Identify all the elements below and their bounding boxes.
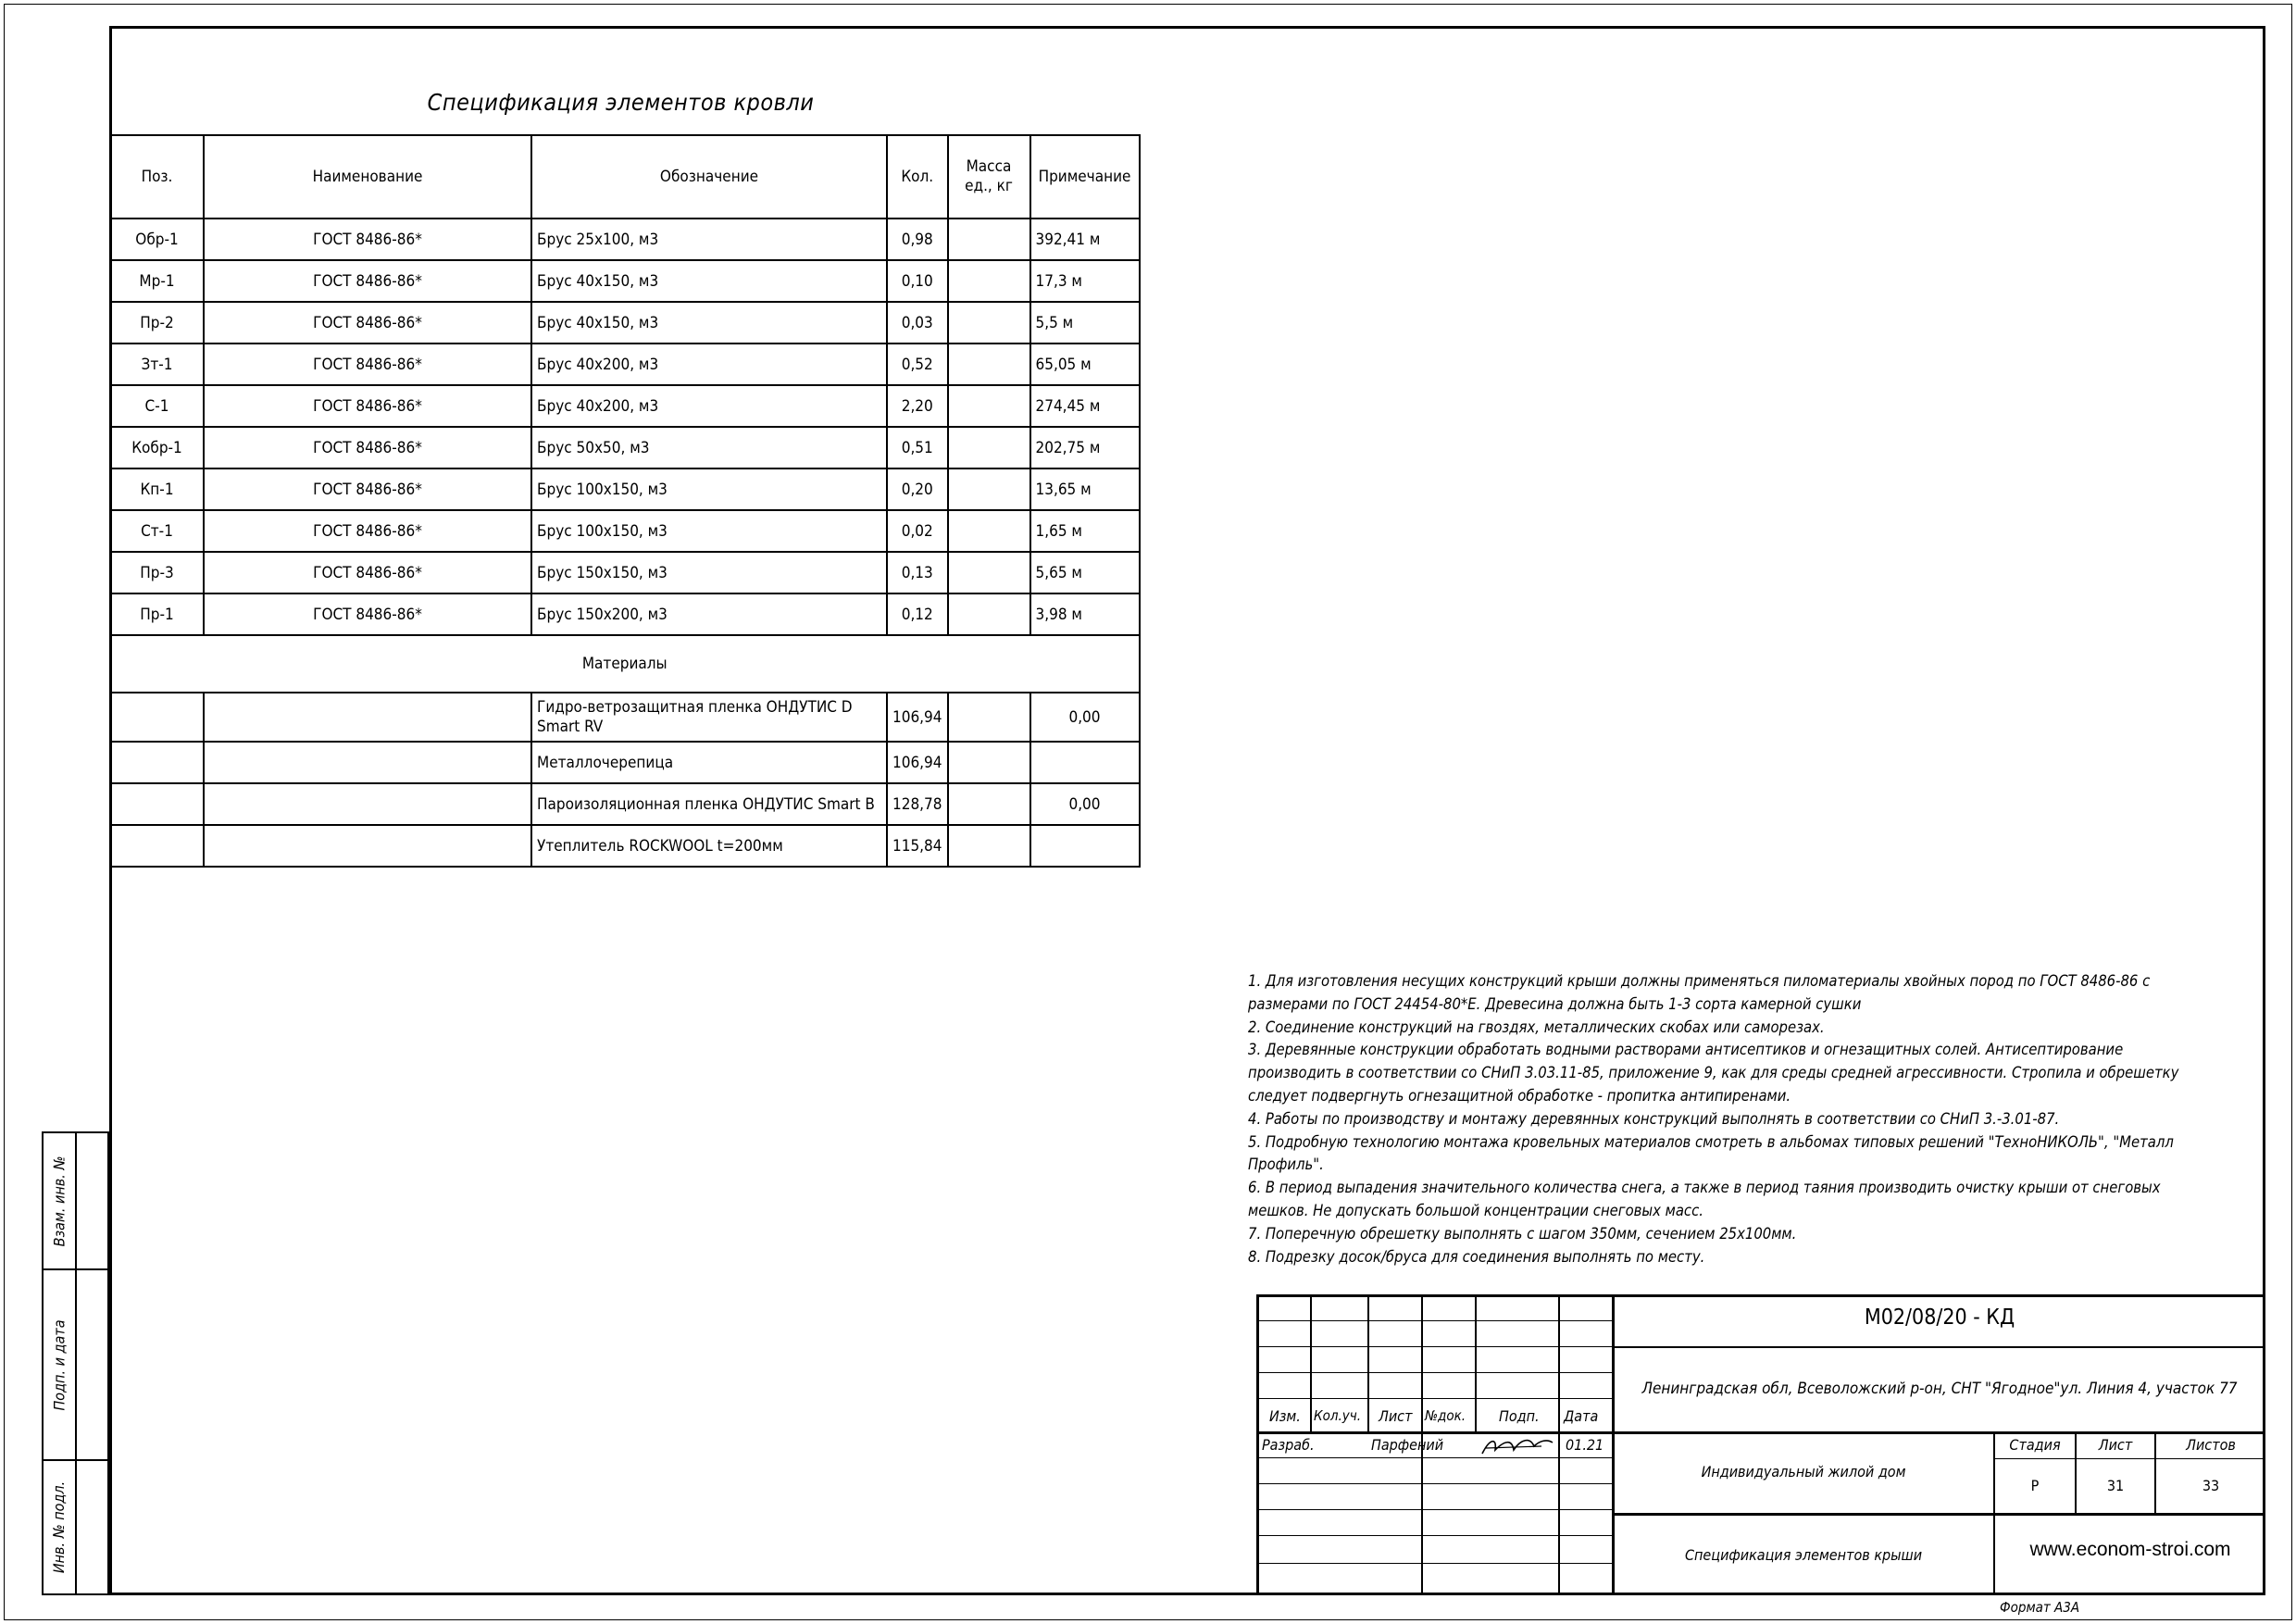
cell-qty: 106,94 (887, 742, 948, 783)
cell-note: 1,65 м (1030, 510, 1140, 552)
side-label-podp (44, 1268, 75, 1461)
table-row (110, 593, 1140, 635)
material-row (110, 693, 1140, 742)
cell-pos: Пр-1 (110, 593, 204, 635)
project-address: Ленинградская обл, Всеволожский р-он, СНТ "Ягодное"ул. Линия 4, участок 77 (1641, 1380, 2238, 1398)
general-notes (1248, 970, 2229, 1268)
website: www.econom-stroi.com (2029, 1539, 2231, 1560)
cell-designation: Брус 25х100, м3 (531, 219, 887, 260)
cell-designation: Брус 150х200, м3 (531, 593, 887, 635)
cell-note: 202,75 м (1030, 427, 1140, 468)
cell-note: 392,41 м (1030, 219, 1140, 260)
table-row (110, 219, 1140, 260)
tb-hline (1256, 1535, 1614, 1536)
cell-pos: Ст-1 (110, 510, 204, 552)
tb-vline (1993, 1431, 1995, 1595)
cell-qty: 0,10 (887, 260, 948, 302)
cell-name (204, 825, 531, 867)
header-name: Наименование (204, 135, 531, 219)
sheet-value: 31 (2106, 1477, 2125, 1494)
cell-designation: Брус 40х200, м3 (531, 344, 887, 385)
material-row (110, 742, 1140, 783)
cell-pos: Мр-1 (110, 260, 204, 302)
table-row (110, 510, 1140, 552)
cell-designation: Брус 50х50, м3 (531, 427, 887, 468)
stage-value: Р (2030, 1477, 2040, 1494)
tb-border (1256, 1294, 2265, 1297)
header-note: Примечание (1030, 135, 1140, 219)
cell-pos: Пр-3 (110, 552, 204, 593)
header-pos: Поз. (110, 135, 204, 219)
spec-header-row (110, 135, 1140, 219)
tb-col-kolch: Кол.уч. (1314, 1407, 1361, 1424)
note-line: производить в соответствии со СНиП 3.03.11-85, приложение 9, как для среды средней агрессивности. Стропила и обрешетку (1248, 1064, 2179, 1082)
tb-border (1256, 1294, 1259, 1595)
cell-qty: 0,20 (887, 468, 948, 510)
note-line: 4. Работы по производству и монтажу деревянных конструкций выполнять в соответствии со СНиП 3.-3.01-87. (1248, 1109, 2060, 1128)
note-line: мешков. Не допускать большой концентрации снеговых масс. (1248, 1201, 1703, 1219)
note-line: размерами по ГОСТ 24454-80*Е. Древесина должна быть 1-3 сорта камерной сушки (1248, 994, 1862, 1013)
cell-designation: Брус 40х150, м3 (531, 260, 887, 302)
cell-qty: 0,52 (887, 344, 948, 385)
table-row (110, 260, 1140, 302)
cell-note: 5,65 м (1030, 552, 1140, 593)
tb-hline (1256, 1483, 1614, 1484)
note-line: 7. Поперечную обрешетку выполнять с шагом 350мм, сечением 25х100мм. (1248, 1224, 1797, 1243)
cell-designation: Брус 100х150, м3 (531, 510, 887, 552)
cell-name: ГОСТ 8486-86* (204, 385, 531, 427)
cell-qty: 2,20 (887, 385, 948, 427)
cell-name: ГОСТ 8486-86* (204, 260, 531, 302)
table-row (110, 302, 1140, 344)
cell-mass (948, 468, 1030, 510)
tb-hline (1256, 1509, 1614, 1510)
cell-qty: 115,84 (887, 825, 948, 867)
side-label-inv (44, 1459, 75, 1595)
cell-designation: Металлочерепица (531, 742, 887, 783)
cell-qty: 0,12 (887, 593, 948, 635)
vzam-text: Взам. инв. № (50, 1156, 69, 1246)
cell-note (1030, 825, 1140, 867)
tb-hline (1256, 1563, 1614, 1564)
cell-name: ГОСТ 8486-86* (204, 593, 531, 635)
side-divider (75, 1131, 77, 1270)
cell-qty: 0,13 (887, 552, 948, 593)
table-row (110, 552, 1140, 593)
table-row (110, 427, 1140, 468)
tb-hline (1612, 1346, 2265, 1348)
cell-mass (948, 825, 1030, 867)
cell-mass (948, 302, 1030, 344)
cell-note: 5,5 м (1030, 302, 1140, 344)
cell-mass (948, 427, 1030, 468)
spec-title: Спецификация элементов кровли (427, 89, 815, 116)
cell-mass (948, 385, 1030, 427)
tb-hline (1256, 1398, 1614, 1399)
tb-col-data: Дата (1564, 1407, 1599, 1425)
cell-designation: Пароизоляционная пленка ОНДУТИС Smart B (531, 783, 887, 825)
table-row (110, 344, 1140, 385)
tb-col-podp: Подп. (1499, 1407, 1540, 1425)
tb-razrab: Разраб. (1262, 1436, 1315, 1454)
note-line: 1. Для изготовления несущих конструкций крыши должны применяться пиломатериалы хвойных пород по ГОСТ 8486-86 с (1248, 972, 2151, 990)
sheets-value: 33 (2202, 1477, 2220, 1494)
cell-name: ГОСТ 8486-86* (204, 468, 531, 510)
materials-heading-row (110, 635, 1140, 693)
header-mass: Масса ед., кг (948, 135, 1030, 219)
cell-pos: Зт-1 (110, 344, 204, 385)
spec-table (109, 134, 1141, 868)
cell-note: 65,05 м (1030, 344, 1140, 385)
title-block (1256, 1294, 2265, 1595)
cell-pos: Обр-1 (110, 219, 204, 260)
cell-designation: Брус 150х150, м3 (531, 552, 887, 593)
inv-text: Инв. № подл. (50, 1480, 69, 1574)
cell-name: ГОСТ 8486-86* (204, 219, 531, 260)
cell-mass (948, 593, 1030, 635)
note-line: 8. Подрезку досок/бруса для соединения выполнять по месту. (1248, 1247, 1705, 1266)
cell-pos (110, 783, 204, 825)
cell-name (204, 693, 531, 742)
tb-hline (1256, 1346, 1614, 1347)
podp-text: Подп. и дата (50, 1318, 69, 1411)
cell-qty: 128,78 (887, 783, 948, 825)
cell-designation: Гидро-ветрозащитная пленка ОНДУТИС D Smart RV (531, 693, 887, 742)
side-divider (75, 1459, 77, 1595)
format-label: Формат А3А (2000, 1599, 2080, 1616)
tb-hline (1612, 1513, 2265, 1516)
stage-label: Стадия (2009, 1436, 2061, 1454)
table-row (110, 385, 1140, 427)
cell-note: 13,65 м (1030, 468, 1140, 510)
cell-pos: Пр-2 (110, 302, 204, 344)
cell-mass (948, 783, 1030, 825)
cell-mass (948, 693, 1030, 742)
tb-hline (1256, 1457, 1614, 1458)
cell-mass (948, 742, 1030, 783)
cell-designation: Брус 40х150, м3 (531, 302, 887, 344)
cell-pos (110, 693, 204, 742)
material-row (110, 825, 1140, 867)
cell-qty: 0,02 (887, 510, 948, 552)
cell-note: 0,00 (1030, 783, 1140, 825)
cell-name (204, 742, 531, 783)
cell-qty: 0,98 (887, 219, 948, 260)
cell-pos: С-1 (110, 385, 204, 427)
tb-col-izm: Изм. (1269, 1407, 1301, 1425)
cell-qty: 106,94 (887, 693, 948, 742)
table-row (110, 468, 1140, 510)
cell-mass (948, 552, 1030, 593)
cell-name (204, 783, 531, 825)
material-row (110, 783, 1140, 825)
note-line: следует подвергнуть огнезащитной обработке - пропитка антипиренами. (1248, 1086, 1791, 1105)
cell-name: ГОСТ 8486-86* (204, 344, 531, 385)
cell-mass (948, 510, 1030, 552)
tb-date: 01.21 (1566, 1436, 1604, 1454)
cell-qty: 0,51 (887, 427, 948, 468)
cell-pos (110, 742, 204, 783)
cell-mass (948, 219, 1030, 260)
cell-qty: 0,03 (887, 302, 948, 344)
cell-pos (110, 825, 204, 867)
note-line: 3. Деревянные конструкции обработать водными растворами антисептиков и огнезащитных солей. Антисептирование (1248, 1041, 2124, 1059)
cell-name: ГОСТ 8486-86* (204, 510, 531, 552)
note-line: 6. В период выпадения значительного количества снега, а также в период таяния производить очистку крыши от снеговых (1248, 1179, 2161, 1197)
cell-name: ГОСТ 8486-86* (204, 427, 531, 468)
tb-vline (1367, 1294, 1369, 1433)
header-qty: Кол. (887, 135, 948, 219)
object-name: Индивидуальный жилой дом (1701, 1463, 1906, 1480)
note-line: 2. Соединение конструкций на гвоздях, металлических скобах или саморезах. (1248, 1018, 1825, 1036)
cell-mass (948, 260, 1030, 302)
tb-col-ndok: №док. (1425, 1407, 1466, 1424)
tb-hline-main (1256, 1431, 2265, 1434)
tb-hline (1993, 1458, 2265, 1459)
tb-vline (1475, 1294, 1477, 1433)
cell-designation: Брус 100х150, м3 (531, 468, 887, 510)
cell-mass (948, 344, 1030, 385)
tb-hline (1256, 1372, 1614, 1373)
sheets-label: Листов (2186, 1436, 2236, 1454)
tb-vline (1558, 1294, 1560, 1595)
cell-name: ГОСТ 8486-86* (204, 302, 531, 344)
header-designation: Обозначение (531, 135, 887, 219)
cell-pos: Кобр-1 (110, 427, 204, 468)
doc-code: М02/08/20 - КД (1864, 1305, 2015, 1330)
sheet-title: Спецификация элементов крыши (1684, 1546, 1923, 1564)
sheet-label: Лист (2098, 1436, 2133, 1454)
side-divider (75, 1268, 77, 1461)
tb-hline (1256, 1320, 1614, 1321)
cell-name: ГОСТ 8486-86* (204, 552, 531, 593)
cell-note: 274,45 м (1030, 385, 1140, 427)
cell-note: 3,98 м (1030, 593, 1140, 635)
note-line: Профиль". (1248, 1156, 1324, 1174)
tb-author: Парфений (1371, 1436, 1444, 1454)
tb-col-list: Лист (1379, 1407, 1413, 1425)
cell-note (1030, 742, 1140, 783)
cell-pos: Кп-1 (110, 468, 204, 510)
side-label-vzam (44, 1131, 75, 1270)
signature-icon (1477, 1433, 1556, 1459)
note-line: 5. Подробную технологию монтажа кровельных материалов смотреть в альбомах типовых решений "ТехноНИКОЛЬ", "Металл (1248, 1132, 2174, 1151)
cell-designation: Брус 40х200, м3 (531, 385, 887, 427)
tb-vline (1310, 1294, 1312, 1433)
materials-heading: Материалы (110, 635, 1140, 693)
cell-note: 17,3 м (1030, 260, 1140, 302)
cell-note: 0,00 (1030, 693, 1140, 742)
cell-designation: Утеплитель ROCKWOOL t=200мм (531, 825, 887, 867)
